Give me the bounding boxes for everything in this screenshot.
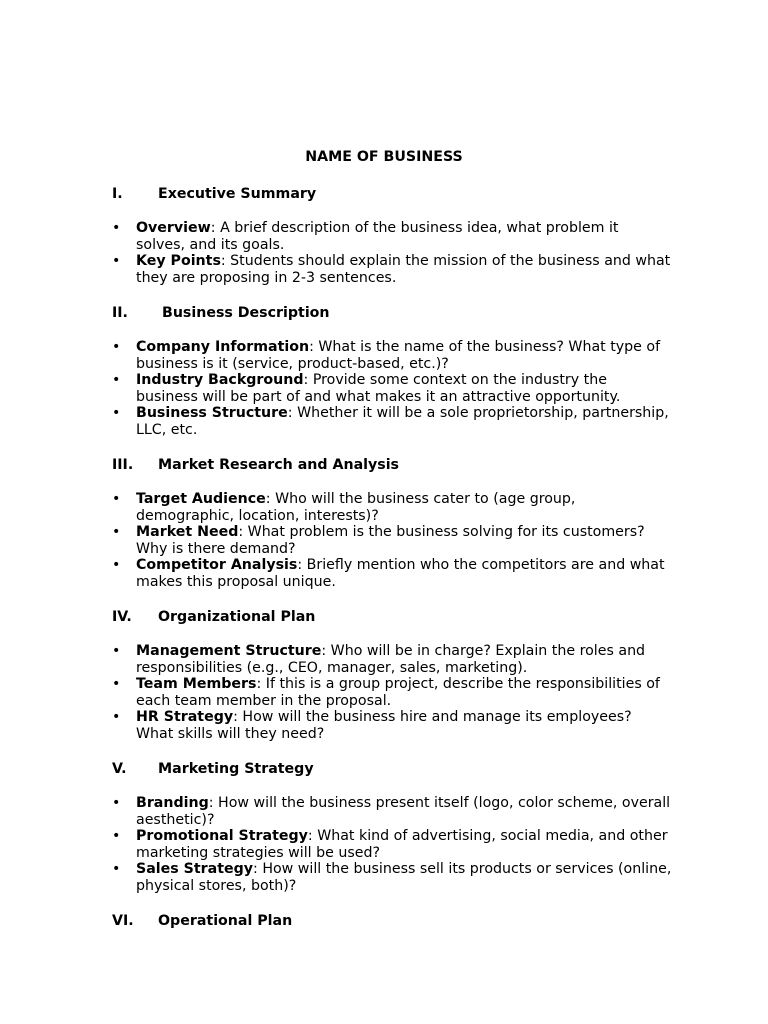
bullet-icon: •	[112, 828, 121, 845]
list-item	[112, 524, 672, 557]
item-text: : A brief description of the business idea, what problem it solves, and its goals.	[136, 220, 619, 253]
bullet-list-organizational-plan	[112, 643, 672, 743]
bullet-icon: •	[112, 557, 121, 574]
item-term: Market Need	[136, 524, 239, 541]
item-text: : How will the business hire and manage its employees? What skills will they need?	[136, 709, 632, 742]
item-term: Competitor Analysis	[136, 557, 298, 574]
item-term: Company Information	[136, 339, 310, 355]
item-term: Industry Background	[136, 372, 304, 389]
item-term: Promotional Strategy	[136, 828, 308, 845]
bullet-icon: •	[112, 339, 121, 355]
section-numeral: IV.	[112, 609, 132, 625]
bullet-icon: •	[112, 220, 121, 236]
item-term: Key Points	[136, 253, 221, 270]
item-text: : If this is a group project, describe the responsibilities of each team member in the proposal.	[136, 676, 660, 709]
item-term: HR Strategy	[136, 709, 234, 726]
section-title: Business Description	[162, 305, 330, 321]
bullet-icon: •	[112, 253, 121, 270]
bullet-icon: •	[112, 372, 121, 389]
list-item	[112, 220, 672, 253]
list-item	[112, 643, 672, 676]
item-term: Team Members	[136, 676, 257, 693]
section-numeral: VI.	[112, 913, 134, 929]
item-text: : What kind of advertising, social media, and other marketing strategies will be used?	[136, 828, 668, 861]
section-heading-organizational-plan	[112, 608, 315, 626]
section-numeral: V.	[112, 761, 127, 777]
list-item	[112, 339, 672, 372]
bullet-list-marketing-strategy	[112, 795, 672, 895]
section-heading-market-research	[112, 456, 399, 474]
list-item	[112, 709, 672, 742]
item-term: Branding	[136, 795, 209, 811]
bullet-icon: •	[112, 524, 121, 541]
section-title: Executive Summary	[158, 186, 317, 202]
section-title: Market Research and Analysis	[158, 457, 400, 473]
bullet-list-business-description	[112, 339, 672, 439]
list-item	[112, 557, 672, 590]
bullet-icon: •	[112, 676, 121, 693]
section-title: Marketing Strategy	[158, 761, 314, 777]
list-item	[112, 253, 672, 286]
bullet-icon: •	[112, 861, 121, 878]
section-numeral: II.	[112, 305, 128, 321]
item-text: : How will the business sell its products or services (online, physical stores, both)?	[136, 861, 672, 894]
section-title: Operational Plan	[158, 913, 293, 929]
item-term: Overview	[136, 220, 211, 236]
section-heading-marketing-strategy	[112, 760, 314, 778]
list-item	[112, 491, 672, 524]
item-term: Business Structure	[136, 405, 288, 422]
document-title: NAME OF BUSINESS	[305, 149, 463, 165]
list-item	[112, 676, 672, 709]
section-numeral: I.	[112, 186, 123, 202]
bullet-icon: •	[112, 709, 121, 726]
item-term: Sales Strategy	[136, 861, 254, 878]
bullet-icon: •	[112, 643, 121, 659]
list-item	[112, 372, 672, 405]
item-text: : What problem is the business solving for its customers? Why is there demand?	[136, 524, 645, 557]
item-text: : Provide some context on the industry the business will be part of and what makes it an attractive opportunity.	[136, 372, 621, 405]
item-text: : Students should explain the mission of the business and what they are proposing in 2-3 sentences.	[136, 253, 671, 286]
item-text: : Who will the business cater to (age group, demographic, location, interests)?	[136, 491, 576, 524]
bullet-icon: •	[112, 795, 121, 811]
list-item	[112, 795, 672, 828]
bullet-list-executive-summary	[112, 220, 672, 286]
list-item	[112, 861, 672, 894]
item-text: : What is the name of the business? What type of business is it (service, product-based, etc.)?	[136, 339, 661, 372]
section-heading-operational-plan	[112, 912, 292, 930]
list-item	[112, 828, 672, 861]
bullet-icon: •	[112, 405, 121, 422]
list-item	[112, 405, 672, 438]
bullet-list-market-research	[112, 491, 672, 591]
section-heading-executive-summary	[112, 185, 316, 203]
item-text: : Whether it will be a sole proprietorship, partnership, LLC, etc.	[136, 405, 669, 438]
item-text: : Who will be in charge? Explain the roles and responsibilities (e.g., CEO, manager, sales, marketing).	[136, 643, 646, 676]
item-text: : Briefly mention who the competitors are and what makes this proposal unique.	[136, 557, 665, 590]
section-heading-business-description	[112, 304, 330, 322]
section-numeral: III.	[112, 457, 134, 473]
bullet-icon: •	[112, 491, 121, 507]
item-text: : How will the business present itself (logo, color scheme, overall aesthetic)?	[136, 795, 671, 828]
section-title: Organizational Plan	[158, 609, 316, 625]
item-term: Management Structure	[136, 643, 322, 659]
item-term: Target Audience	[136, 491, 266, 507]
